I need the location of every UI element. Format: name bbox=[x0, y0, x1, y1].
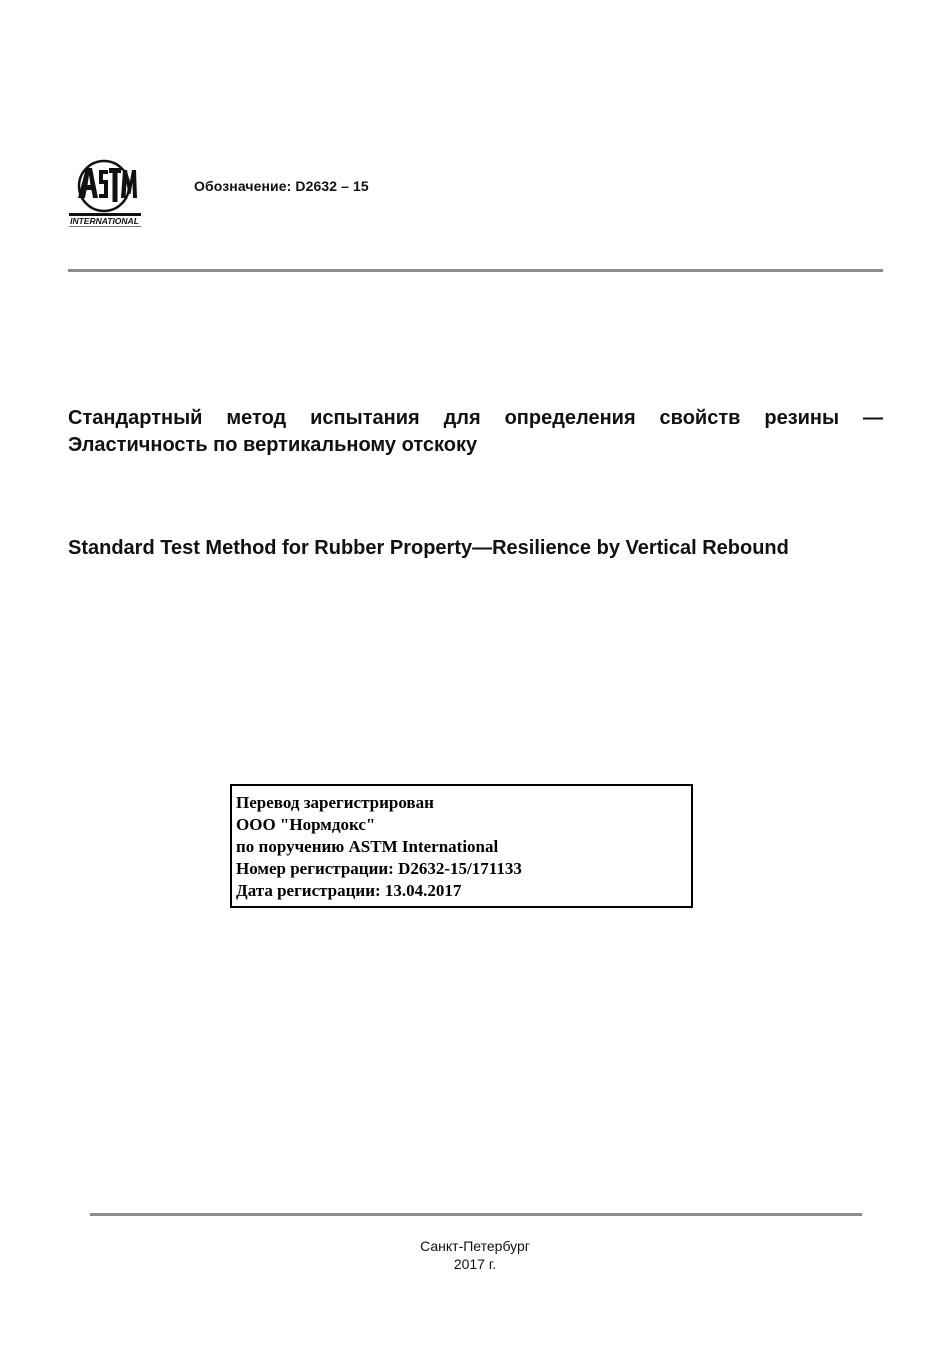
stamp-line: ООО "Нормдокс" bbox=[236, 815, 376, 834]
footer bbox=[0, 1237, 950, 1273]
registration-stamp bbox=[230, 784, 693, 908]
header-divider bbox=[68, 269, 883, 272]
footer-city: Санкт-Петербург bbox=[420, 1238, 530, 1254]
stamp-line: Перевод зарегистрирован bbox=[236, 793, 434, 812]
stamp-line: Дата регистрации: 13.04.2017 bbox=[236, 881, 462, 900]
svg-text:INTERNATIONAL: INTERNATIONAL bbox=[70, 216, 139, 226]
stamp-line: по поручению ASTM International bbox=[236, 837, 499, 856]
document-designation: Обозначение: D2632 – 15 bbox=[194, 178, 369, 194]
stamp-line: Номер регистрации: D2632-15/171133 bbox=[236, 859, 522, 878]
footer-year: 2017 г. bbox=[453, 1256, 497, 1272]
title-english: Standard Test Method for Rubber Property—Resilience by Vertical Rebound bbox=[68, 537, 789, 559]
footer-divider bbox=[90, 1213, 862, 1216]
title-russian: Стандартный метод испытания для определения свойств резины — Эластичность по вертикальному отскоку bbox=[68, 407, 883, 456]
astm-logo-icon bbox=[66, 158, 144, 228]
